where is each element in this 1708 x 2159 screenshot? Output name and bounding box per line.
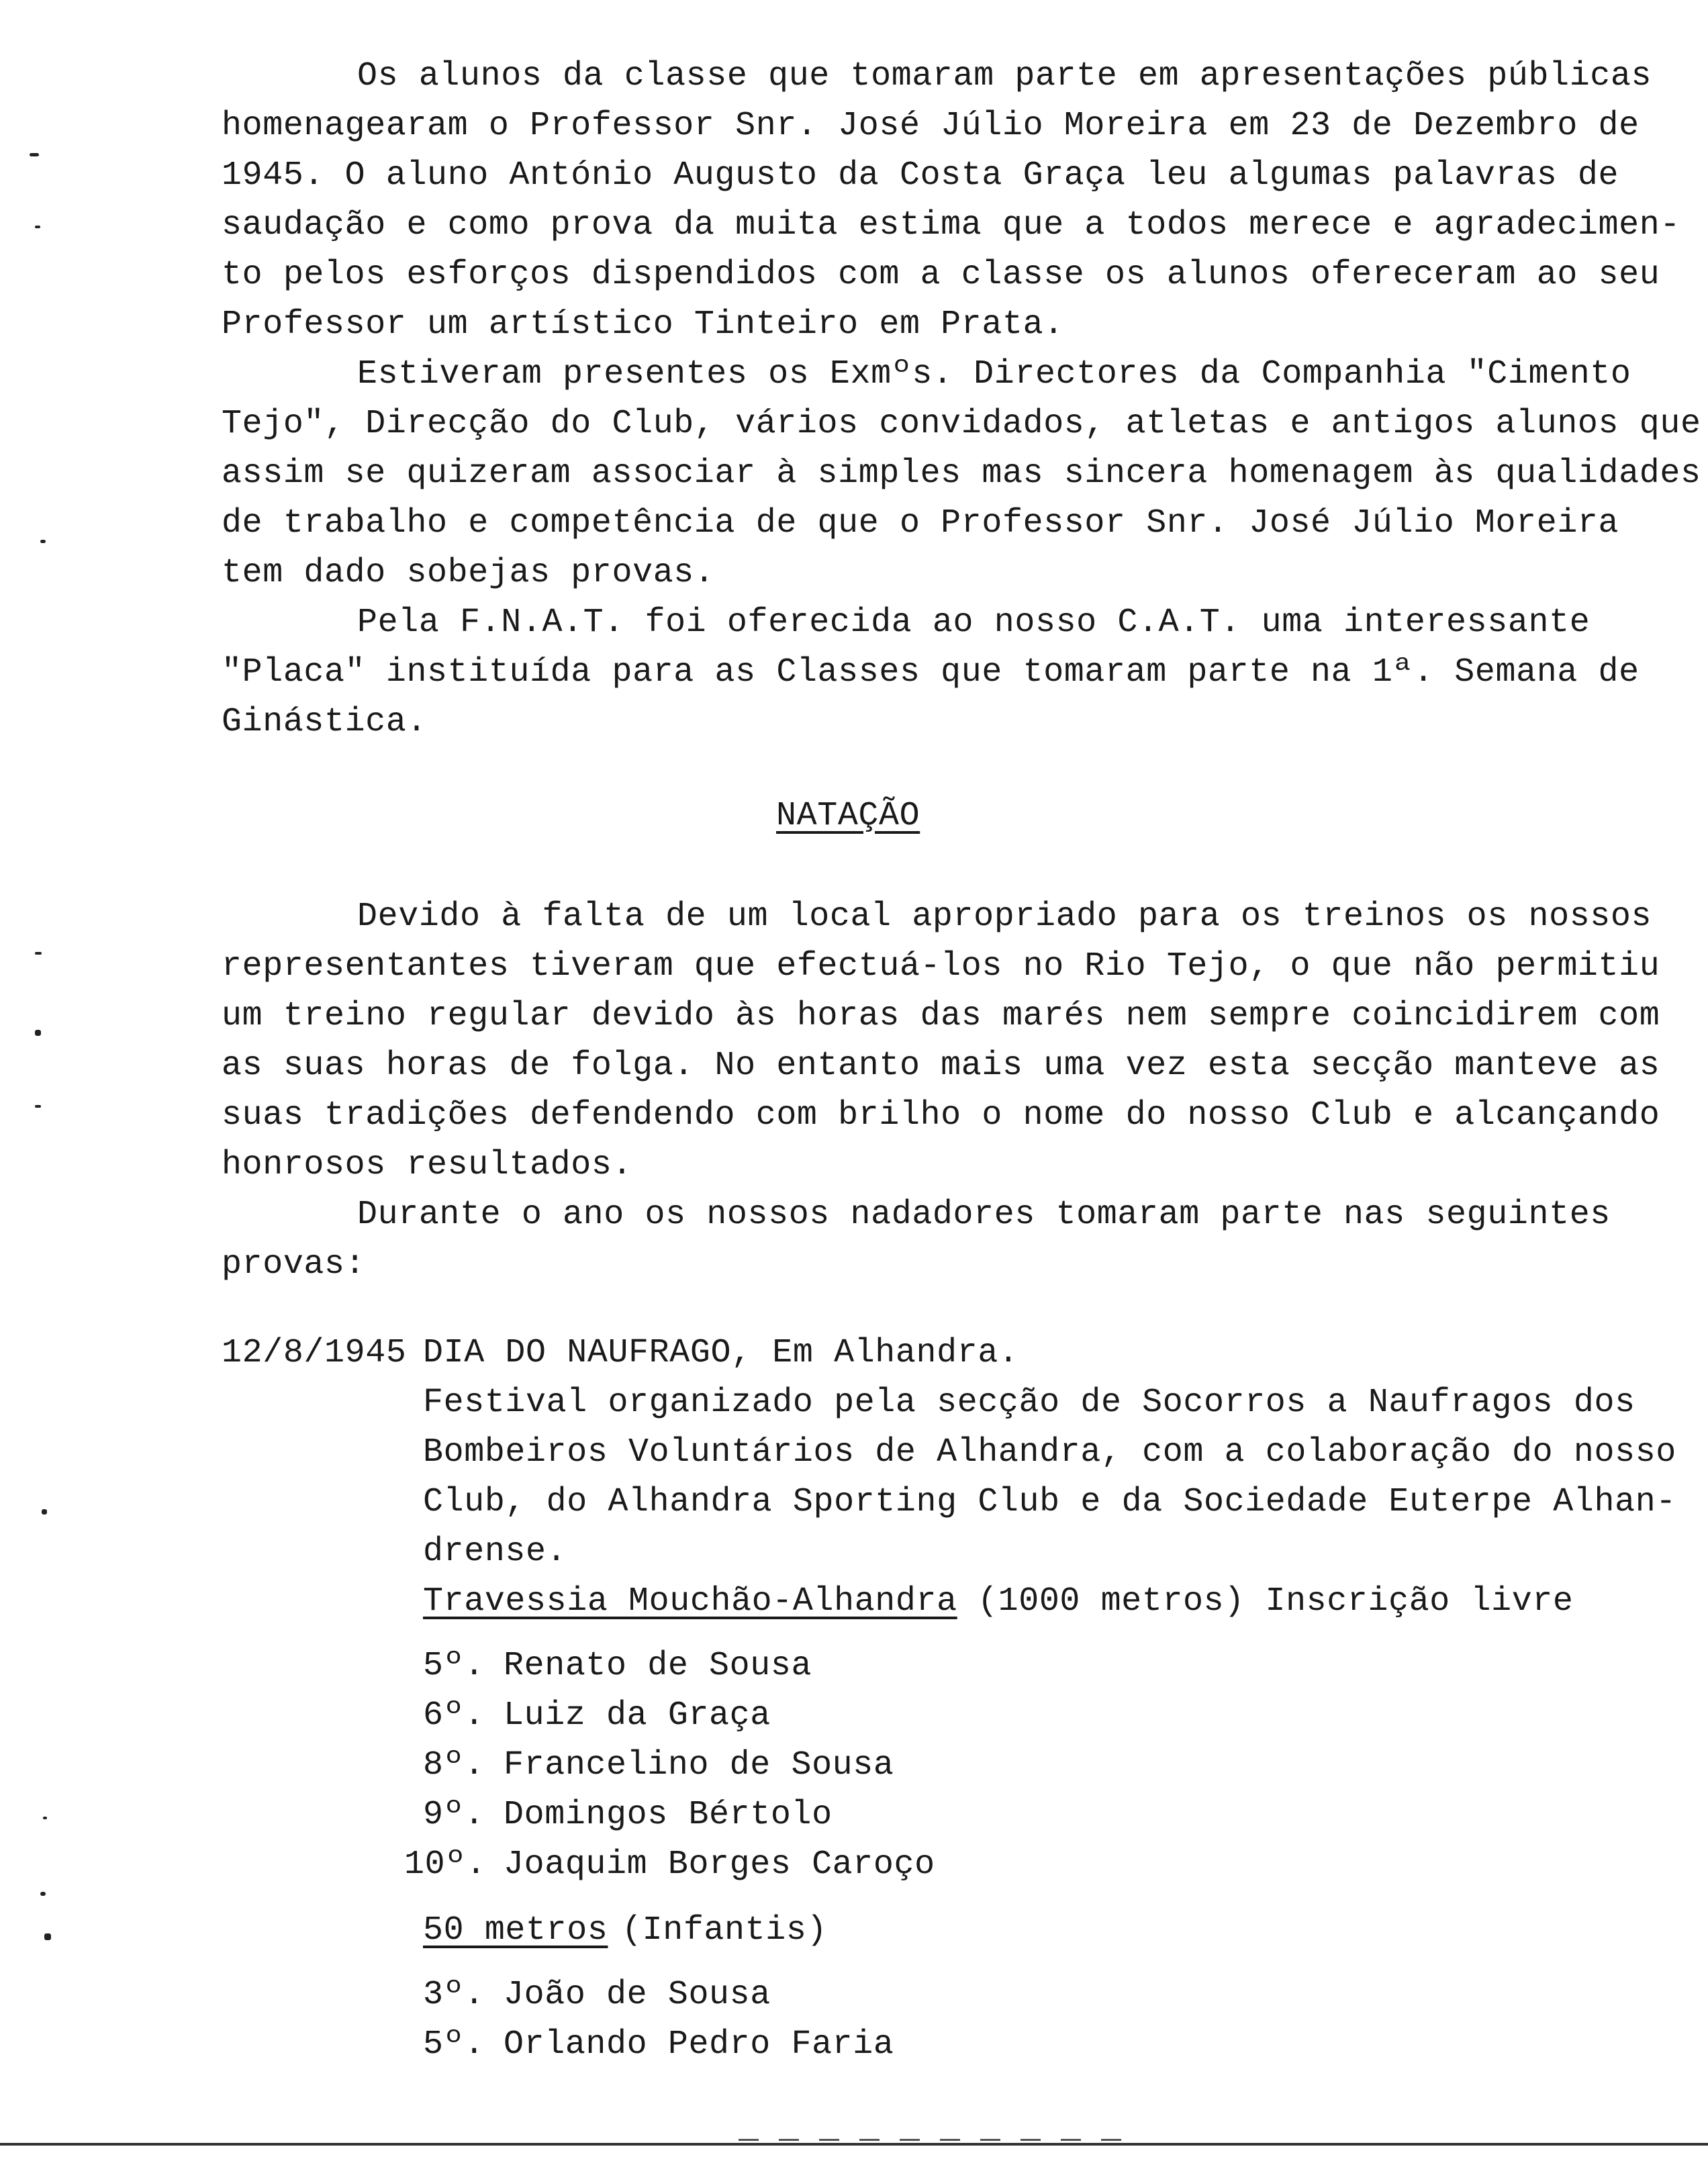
event-description-line-1: Festival organizado pela secção de Socorros a Naufragos dos xyxy=(423,1384,1635,1422)
event-description-line-2: Bombeiros Voluntários de Alhandra, com a colaboração do nosso xyxy=(423,1433,1676,1472)
race-1-place: 10º. xyxy=(404,1845,487,1884)
section-p1-line-1: Devido à falta de um local apropriado para os treinos os nossos xyxy=(357,898,1652,936)
event-description-line-4: drense. xyxy=(423,1533,567,1571)
margin-speck xyxy=(35,1105,41,1108)
margin-speck xyxy=(35,952,42,955)
bottom-rule-dashes xyxy=(739,2139,1141,2141)
margin-speck xyxy=(35,226,40,228)
race-2-competitor: João de Sousa xyxy=(504,1976,771,2014)
section-p1-line-4: as suas horas de folga. No entanto mais uma vez esta secção manteve as xyxy=(222,1047,1660,1085)
intro-p2-line-2: Tejo", Direcção do Club, vários convidados, atletas e antigos alunos que xyxy=(222,405,1701,443)
race-1-competitor: Renato de Sousa xyxy=(504,1647,812,1685)
race-2-detail: (Infantis) xyxy=(622,1911,828,1950)
race-1-place: 9º. xyxy=(423,1796,485,1834)
intro-p3-line-3: Ginástica. xyxy=(222,703,428,741)
race-2-competitor: Orlando Pedro Faria xyxy=(504,2025,894,2064)
intro-p2-line-3: assim se quizeram associar à simples mas sincera homenagem às qualidades xyxy=(222,454,1701,493)
margin-speck xyxy=(30,153,39,156)
intro-p2-line-5: tem dado sobejas provas. xyxy=(222,554,715,592)
section-p2-line-1: Durante o ano os nossos nadadores tomaram parte nas seguintes xyxy=(357,1196,1611,1234)
race-1-place: 8º. xyxy=(423,1746,485,1784)
section-p2-line-2: provas: xyxy=(222,1245,366,1284)
race-1-name: Travessia Mouchão-Alhandra xyxy=(423,1582,957,1621)
intro-p1-line-1: Os alunos da classe que tomaram parte em apresentações públicas xyxy=(357,57,1652,95)
bottom-rule xyxy=(0,2143,1708,2146)
section-p1-line-6: honrosos resultados. xyxy=(222,1146,633,1184)
intro-p1-line-6: Professor um artístico Tinteiro em Prata. xyxy=(222,305,1064,344)
race-2-place: 5º. xyxy=(423,2025,485,2064)
event-description-line-3: Club, do Alhandra Sporting Club e da Sociedade Euterpe Alhan- xyxy=(423,1483,1676,1521)
race-1-place: 6º. xyxy=(423,1696,485,1735)
intro-p2-line-1: Estiveram presentes os Exmºs. Directores da Companhia "Cimento xyxy=(357,355,1631,393)
margin-speck xyxy=(35,1030,41,1036)
section-p1-line-5: suas tradições defendendo com brilho o nome do nosso Club e alcançando xyxy=(222,1096,1660,1135)
section-p1-line-2: representantes tiveram que efectuá-los no Rio Tejo, o que não permitiu xyxy=(222,947,1660,986)
intro-p3-line-2: "Placa" instituída para as Classes que tomaram parte na 1ª. Semana de xyxy=(222,653,1640,691)
intro-p1-line-3: 1945. O aluno António Augusto da Costa Graça leu algumas palavras de xyxy=(222,156,1619,195)
margin-speck xyxy=(42,1509,47,1515)
intro-p1-line-2: homenagearam o Professor Snr. José Júlio Moreira em 23 de Dezembro de xyxy=(222,107,1640,145)
section-p1-line-3: um treino regular devido às horas das marés nem sempre coincidirem com xyxy=(222,997,1660,1035)
intro-p1-line-4: saudação e como prova da muita estima que a todos merece e agradecimen- xyxy=(222,206,1680,244)
event-title: DIA DO NAUFRAGO, Em Alhandra. xyxy=(423,1334,1019,1372)
race-1-competitor: Joaquim Borges Caroço xyxy=(504,1845,935,1884)
race-1-competitor: Francelino de Sousa xyxy=(504,1746,894,1784)
race-2-name: 50 metros xyxy=(423,1911,608,1950)
race-1-place: 5º. xyxy=(423,1647,485,1685)
intro-p2-line-4: de trabalho e competência de que o Professor Snr. José Júlio Moreira xyxy=(222,504,1619,542)
margin-speck xyxy=(40,540,46,543)
event-date: 12/8/1945 xyxy=(222,1334,407,1372)
race-1-competitor: Luiz da Graça xyxy=(504,1696,771,1735)
intro-p1-line-5: to pelos esforços dispendidos com a classe os alunos ofereceram ao seu xyxy=(222,256,1660,294)
race-1-competitor: Domingos Bértolo xyxy=(504,1796,833,1834)
race-1-detail: (1000 metros) Inscrição livre xyxy=(978,1582,1574,1621)
margin-speck xyxy=(44,1933,51,1940)
margin-speck xyxy=(40,1892,46,1896)
intro-p3-line-1: Pela F.N.A.T. foi oferecida ao nosso C.A.T. uma interessante xyxy=(357,604,1591,642)
race-2-place: 3º. xyxy=(423,1976,485,2014)
margin-speck xyxy=(43,1817,47,1819)
section-heading: NATAÇÃO xyxy=(776,797,920,835)
